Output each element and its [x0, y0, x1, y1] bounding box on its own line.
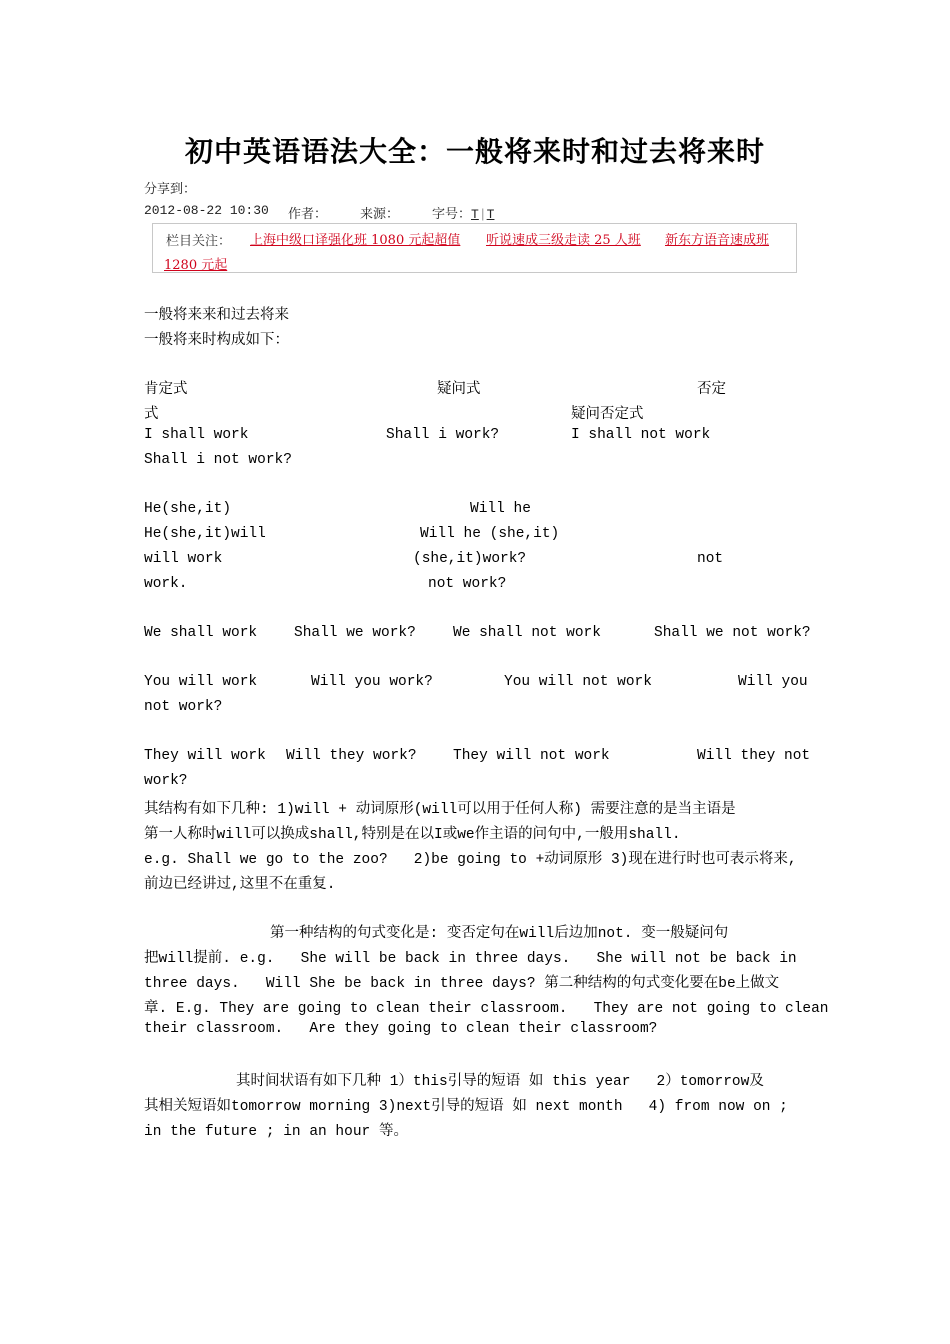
row2-line3-c: not	[697, 551, 724, 567]
row2-line2-b: Will he (she,it)	[420, 526, 560, 542]
row4-negative-question: Will you	[738, 674, 808, 690]
publish-date: 2012-08-22 10:30	[144, 203, 269, 218]
intro-line-2: 一般将来时构成如下：	[144, 332, 289, 348]
para2-line1: 第一种结构的句式变化是: 变否定句在will后边加not. 变一般疑问句	[270, 926, 729, 942]
para1-line1: 其结构有如下几种: 1)will + 动词原形(will可以用于任何人称) 需要注意的是当主语是	[144, 802, 736, 818]
row2-line2-a: He(she,it)will	[144, 526, 266, 542]
header-negative-question: 疑问否定式	[571, 406, 644, 422]
font-size-label: 字号：	[432, 207, 472, 222]
row4-negative-question-wrap: not work?	[144, 699, 223, 715]
row2-line1-a: He(she,it)	[144, 501, 232, 517]
source-label: 来源：	[360, 207, 400, 222]
promo-link-interpretation[interactable]: 上海中级口译强化班 1080 元起超值	[250, 233, 461, 248]
intro-line-1: 一般将来来和过去将来	[144, 307, 289, 323]
font-size-separator: |	[478, 207, 487, 222]
row1-question: Shall i work?	[386, 427, 500, 443]
font-size-large-link[interactable]: T	[471, 207, 479, 222]
row5-negative-question-wrap: work?	[144, 773, 188, 789]
promo-link-price[interactable]: 1280 元起	[164, 258, 228, 273]
row2-line3-b: (she,it)work?	[413, 551, 527, 567]
row2-line1-b: Will he	[470, 501, 531, 517]
row2-line4-a: work.	[144, 576, 188, 592]
row3-negative: We shall not work	[453, 625, 601, 641]
para1-line3: e.g. Shall we go to the zoo? 2)be going to +动词原形 3)现在进行时也可表示将来,	[144, 852, 797, 868]
header-negative: 否定	[697, 381, 726, 397]
para3-line1: 其时间状语有如下几种 1）this引导的短语 如 this year 2）tomorrow及	[236, 1074, 764, 1090]
promo-link-listening[interactable]: 听说速成三级走读 25 人班	[486, 233, 641, 248]
row3-affirmative: We shall work	[144, 625, 258, 641]
font-size-control	[432, 203, 494, 222]
row2-line4-b: not work?	[428, 576, 507, 592]
para3-line3: in the future ; in an hour 等。	[144, 1124, 408, 1140]
row4-negative: You will not work	[504, 674, 652, 690]
column-focus-label: 栏目关注：	[166, 234, 232, 249]
para2-line4: 章. E.g. They are going to clean their classroom. They are not going to clean	[144, 1001, 829, 1017]
header-negative-wrap: 式	[144, 406, 159, 422]
para2-line5: their classroom. Are they going to clean their classroom?	[144, 1021, 658, 1037]
row1-affirmative: I shall work	[144, 427, 249, 443]
para1-line2: 第一人称时will可以换成shall,特别是在以I或we作主语的问句中,一般用shall.	[144, 827, 681, 843]
row3-negative-question: Shall we not work?	[654, 625, 811, 641]
header-question: 疑问式	[437, 381, 481, 397]
article-title: 初中英语语法大全：一般将来时和过去将来时	[184, 135, 765, 168]
para3-line2: 其相关短语如tomorrow morning 3)next引导的短语 如 next month 4) from now on ;	[144, 1099, 788, 1115]
row1-negative: I shall not work	[571, 427, 711, 443]
row2-line3-a: will work	[144, 551, 223, 567]
promo-link-phonetics[interactable]: 新东方语音速成班	[665, 233, 770, 248]
row5-question: Will they work?	[286, 748, 417, 764]
row5-affirmative: They will work	[144, 748, 266, 764]
para2-line2: 把will提前. e.g. She will be back in three days. She will not be back in	[144, 951, 797, 967]
font-size-small-link[interactable]: T	[486, 207, 495, 222]
row5-negative-question: Will they not	[697, 748, 811, 764]
share-label: 分享到：	[144, 182, 197, 197]
para2-line3: three days. Will She be back in three days? 第二种结构的句式变化要在be上做文	[144, 976, 780, 992]
row3-question: Shall we work?	[294, 625, 416, 641]
author-label: 作者：	[288, 207, 328, 222]
row1-negative-question: Shall i not work?	[144, 452, 292, 468]
row5-negative: They will not work	[453, 748, 610, 764]
row4-affirmative: You will work	[144, 674, 258, 690]
header-affirmative: 肯定式	[144, 381, 188, 397]
para1-line4: 前边已经讲过,这里不在重复.	[144, 877, 336, 893]
row4-question: Will you work?	[311, 674, 433, 690]
